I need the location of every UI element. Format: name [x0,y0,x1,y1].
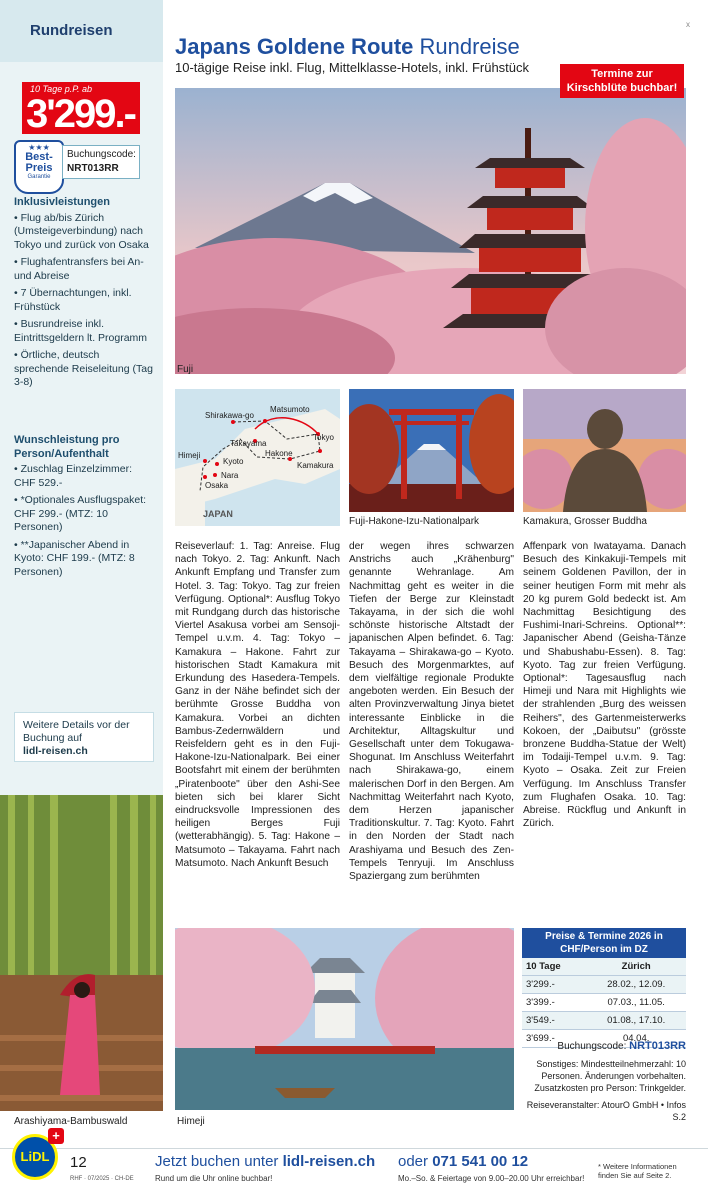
cherry-blossom-tag: Termine zur Kirschblüte buchbar! [560,64,684,98]
map-city-4: Himeji [178,451,201,460]
caption-bamboo: Arashiyama-Bambuswald [14,1116,128,1127]
price-cell: 3'549.- [522,1012,586,1030]
title-rest: Rundreise [413,34,520,59]
details-box [14,712,154,762]
table-header-cell: Zürich [586,958,686,976]
map-city-0: Shirakawa-go [205,411,254,420]
map-country: JAPAN [203,509,233,519]
footer-url[interactable]: lidl-reisen.ch [282,1153,376,1170]
details-text: Weitere Details vor der Buchung auf [23,719,130,744]
optional-section [14,434,154,583]
himeji-photo [175,928,514,1110]
date-cell: 07.03., 11.05. [586,994,686,1012]
date-cell: 28.02., 12.09. [586,976,686,994]
booking-code-bottom [522,1040,686,1052]
price-box [22,82,140,134]
page-number: 12 [70,1154,87,1171]
booking-code: NRT013RR [67,163,119,174]
footer-cta-text: Jetzt buchen unter [155,1153,279,1170]
optional-heading: Wunschleistung pro Person/Aufenthalt [14,434,120,460]
footer-note: * Weitere Informationen finden Sie auf Seite 2. [598,1162,677,1180]
date-cell: 04.04. [586,1030,686,1048]
map-city-5: Kyoto [223,457,244,466]
map-city-1: Matsumoto [270,405,310,414]
included-list [14,212,154,390]
plus-icon: + [48,1128,64,1144]
price-table-heading: Preise & Termine 2026 in CHF/Person im DZ [522,928,686,958]
list-item: • Flughafentransfers bei An- und Abreise [14,256,144,282]
table-row [522,958,686,976]
footer-phone-pre: oder [398,1153,429,1170]
misc-info [522,1058,686,1123]
list-item: • 7 Übernachtungen, inkl. Frühstück [14,287,132,313]
badge-line2: Preis [25,162,53,174]
list-item: • Örtliche, deutsch sprechende Reiseleitung (Tag 3-8) [14,349,153,388]
price-amount: 3'299.- [26,92,135,136]
corner-mark: x [686,20,690,29]
booking-code-label: Buchungscode: [67,149,136,160]
fuji-photo [175,88,686,374]
footer-cta [155,1153,375,1170]
park-photo [349,389,514,512]
star-icon: ★★★ [28,143,50,152]
caption-himeji: Himeji [177,1116,205,1127]
footer-cta-sub: Rund um die Uhr online buchbar! [155,1174,273,1183]
footer-phone-number[interactable]: 071 541 00 12 [432,1153,529,1170]
included-section [14,196,154,394]
details-link[interactable]: lidl-reisen.ch [23,745,88,757]
itinerary-col3: Affenpark von Iwatayama. Danach Besuch des Kinkakuji-Tempels mit seinem Goldenen Pavillon, der in seiner heutigen Form mit mehr als 20 kg purem Gold bedeckt ist. Am Nachmittag Besichtigung des Fushimi-Inari-Schreins. Optional**: Japanischer Abend (Geisha-Tänze und Shabushabu-Essen). 8. Tag: Kyoto. Tag zur freien Verfügung. Optional*: Tagesausflug nach Himeji und Nara mit Highlights wie der strahlenden „Burg des weissen Reihers", des Gartenmeisterwerks Kokoen, der „Daibutsu" (grösste bronzene Buddha-Statue der Welt) im Todaiji-Tempel u.v.m. 9. Tag: Kyoto – Osaka. Zeit zur Freien Verfügung. Im Anschluss Transfer zum Flughafen Osaka. 10. Tag: Abreise. Rückflug und Ankunft in Zürich. [523,541,686,830]
price-table [522,928,686,1048]
optional-list [14,463,154,579]
badge-line1: Best- [25,151,53,163]
footer-divider [0,1148,708,1149]
route-map [175,389,340,526]
misc-sonstiges: Sonstiges: Mindestteilnehmerzahl: 10 Personen. Änderungen vorbehalten. Zusatzkosten pro Person: Trinkgelder. [534,1059,686,1093]
table-row [522,976,686,994]
map-city-3: Tokyo [313,433,334,442]
price-table-grid [522,958,686,1048]
list-item: • **Japanischer Abend in Kyoto: CHF 199.- (MTZ: 8 Personen) [14,538,135,578]
booking-code-bottom-label: Buchungscode: [557,1041,627,1052]
itinerary-col1: Reiseverlauf: 1. Tag: Anreise. Flug nach Tokyo. 2. Tag: Ankunft. Nach Ankunft Empfang und Transfer zum Hotel. 3. Tag: Tokyo. Tag zur freien Verfügung. Optional*: Ausflug Tokyo mit Rundgang durch das historische Viertel Asakusa vorbei am Sensoji-Tempel u.v.m. 4. Tag: Tokyo – Kamakura – Hakone. Fahrt zur historischen Stadt Kamakura mit Erkundung des Hasedera-Tempels. Ganz in der Nähe befindet sich der berühmte Grosse Buddha von Kamakura. Vorbei an dichten Bambus-Zedernwäldern und Reisfeldern geht es in den Fuji-Hakone-Izu-Nationalpark. Bei einer Bootsfahrt mit einem der berühmten „Piratenboote" über den Ashi-See bieten sich bei klarer Sicht eindrucksvolle Impressionen des heiligen Berges Fuji (wetterabhängig). 5. Tag: Hakone – Matsumoto – Takayama. Fahrt nach Matsumoto. Nach Ankunft Besuch [175,541,340,869]
lidl-logo: LiDL [12,1134,58,1180]
booking-code-box [62,145,140,179]
footer-code: RHF · 07/2025 · CH-DE [70,1176,134,1182]
itinerary-col2: der wegen ihres schwarzen Anstrichs auch „Krähenburg" genannte Wehranlage. Am Nachmittag geht es weiter in die Tiefen der Berge zur Kleinstadt Takayama, in der sich die wohl schönste historische Altstadt der japanischen Alpen befindet. 6. Tag: Takayama – Shirakawa-go – Kyoto. Besuch des Morgenmarktes, auf dem vielfältige regionale Produkte angeboten werden. Ein Besuch der alten Provinzverwaltung Jinya bietet interessante Einblicke in die Architektur, Alltagskultur und Gesellschaft unter dem Tokugawa-Shogunat. Im Anschluss Weiterfahrt nach Shirakawa-go, einem malerischen Dorf in den Bergen. Am Nachmittag Weiterfahrt nach Kyoto, dem Herzen japanischer Traditionskultur. 7. Tag: Kyoto. Fahrt in den Norden der Stadt nach Arashiyama und Besuch des Zen-Tempels Tenryuji. Im Anschluss Spaziergang zum berühmten [349,541,514,883]
page-subtitle: 10-tägige Reise inkl. Flug, Mittelklasse-Hotels, inkl. Frühstück [175,60,530,75]
bamboo-photo [0,795,163,1111]
caption-fuji: Fuji [177,364,194,375]
map-city-2: Takayama [230,439,267,448]
map-city-7: Nara [221,471,239,480]
caption-park: Fuji-Hakone-Izu-Nationalpark [349,516,480,527]
list-item: • Busrundreise inkl. Eintrittsgeldern lt. Programm [14,318,148,344]
list-item: • *Optionales Ausflugspaket: CHF 299.- (MTZ: 10 Personen) [14,494,147,533]
map-city-8: Osaka [205,481,229,490]
booking-code-bottom-value: NRT013RR [629,1040,686,1052]
title-bold: Japans Goldene Route [175,34,414,59]
price-subtitle: 10 Tage p.P. ab [30,84,93,94]
price-cell: 3'699.- [522,1030,586,1048]
table-row [522,1012,686,1030]
page-title [175,34,520,60]
table-row [522,994,686,1012]
date-cell: 01.08., 17.10. [586,1012,686,1030]
included-heading: Inklusivleistungen [14,196,110,208]
caption-buddha: Kamakura, Grosser Buddha [523,516,647,527]
misc-veranstalter: Reiseveranstalter: AtourO GmbH • Infos S.2 [526,1100,686,1122]
map-city-9: Kamakura [297,461,334,470]
price-cell: 3'399.- [522,994,586,1012]
price-cell: 3'299.- [522,976,586,994]
footer-phone-sub: Mo.–So. & Feiertage von 9.00–20.00 Uhr erreichbar! [398,1174,585,1183]
map-city-6: Hakone [265,449,293,458]
buddha-photo [523,389,686,512]
category-title: Rundreisen [30,22,113,39]
footer-phone [398,1153,528,1170]
badge-line3: Garantie [27,174,51,180]
table-header-cell: 10 Tage [522,958,586,976]
best-price-badge [14,140,64,194]
list-item: • Flug ab/bis Zürich (Umsteigeverbindung) nach Tokyo und zurück von Osaka [14,211,149,251]
list-item: • Zuschlag Einzelzimmer: CHF 529.- [14,463,133,489]
